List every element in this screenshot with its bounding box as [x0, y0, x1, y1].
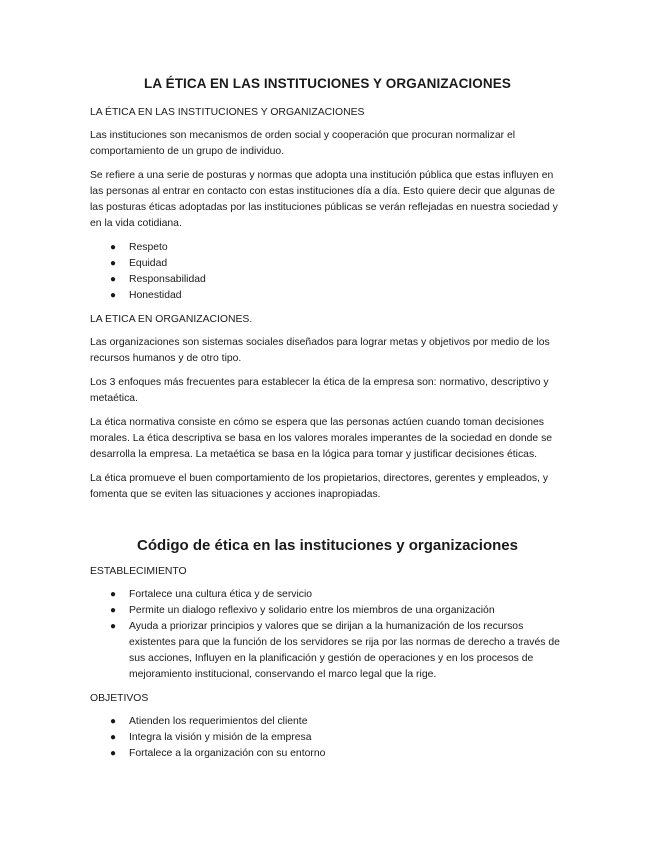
section-heading-objetivos: OBJETIVOS: [90, 693, 149, 704]
list-item: [90, 587, 565, 603]
list-item-text: Fortalece una cultura ética y de servicio: [129, 589, 313, 600]
list-item: [90, 272, 565, 288]
establecimiento-list: [90, 587, 565, 683]
bullet-icon: ●: [110, 274, 117, 285]
list-item-text: Honestidad: [129, 290, 182, 301]
list-item: [90, 256, 565, 272]
bullet-icon: ●: [110, 716, 117, 727]
bullet-icon: ●: [110, 605, 117, 616]
list-item: [90, 730, 565, 746]
paragraph-enfoques: Los 3 enfoques más frecuentes para establecer la ética de la empresa son: normativo, descriptivo y metaética.: [90, 377, 549, 404]
document-title: LA ÉTICA EN LAS INSTITUCIONES Y ORGANIZACIONES: [144, 76, 511, 91]
paragraph-instituciones-definicion: Las instituciones son mecanismos de orden social y cooperación que procuran normalizar el comportamiento de un grupo de individuo.: [90, 130, 516, 157]
paragraph-etica-normativa: La ética normativa consiste en cómo se espera que las personas actúen cuando toman decisiones morales. La ética descriptiva se basa en los valores morales imperantes de la sociedad en donde se desarrolla la empresa. La metaética se basa en la lógica para tomar y justificar decisiones éticas.: [90, 417, 553, 460]
bullet-icon: ●: [110, 732, 117, 743]
list-item-text: Fortalece a la organización con su entorno: [129, 748, 326, 759]
list-item-text: Atienden los requerimientos del cliente: [129, 716, 308, 727]
list-item-text: Respeto: [129, 242, 168, 253]
list-item-text: Ayuda a priorizar principios y valores que se dirijan a la humanización de los recursos existentes para que la función de los servidores se rija por las normas de derecho a través de sus acciones, Influyen en la planificación y gestión de operaciones y en los procesos de mejoramiento institucional, conservando el marco legal que la rige.: [129, 621, 560, 680]
paragraph-organizaciones-definicion: Las organizaciones son sistemas sociales diseñados para lograr metas y objetivos por medio de los recursos humanos y de otro tipo.: [90, 337, 550, 364]
list-item: [90, 746, 565, 762]
list-item-text: Permite un dialogo reflexivo y solidario entre los miembros de una organización: [129, 605, 495, 616]
bullet-icon: ●: [110, 589, 117, 600]
list-item-text: Integra la visión y misión de la empresa: [129, 732, 312, 743]
list-item: [90, 288, 565, 304]
list-item-text: Responsabilidad: [129, 274, 206, 285]
bullet-icon: ●: [110, 242, 117, 253]
list-item: [90, 240, 565, 256]
paragraph-instituciones-posturas: Se refiere a una serie de posturas y normas que adopta una institución pública que estas influyen en las personas al entrar en contacto con estas instituciones día a día. Esto quiere decir que algunas de las posturas éticas adoptadas por las instituciones públicas se verán reflejadas en nuestra sociedad y en la vida cotidiana.: [90, 170, 558, 229]
list-item: [90, 714, 565, 730]
list-item-text: Equidad: [129, 258, 168, 269]
bullet-icon: ●: [110, 621, 117, 632]
section-heading-organizaciones: LA ETICA EN ORGANIZACIONES.: [90, 314, 253, 325]
section-heading-instituciones: LA ÉTICA EN LAS INSTITUCIONES Y ORGANIZACIONES: [90, 107, 365, 118]
objetivos-list: [90, 714, 565, 762]
list-item: [90, 619, 565, 683]
list-item: [90, 603, 565, 619]
paragraph-etica-promueve: La ética promueve el buen comportamiento de los propietarios, directores, gerentes y empleados, y fomenta que se eviten las situaciones y acciones inapropiadas.: [90, 473, 549, 500]
bullet-icon: ●: [110, 258, 117, 269]
bullet-icon: ●: [110, 748, 117, 759]
values-list: [90, 240, 565, 304]
bullet-icon: ●: [110, 290, 117, 301]
codigo-title: Código de ética en las instituciones y organizaciones: [137, 537, 518, 554]
section-heading-establecimiento: ESTABLECIMIENTO: [90, 566, 187, 577]
